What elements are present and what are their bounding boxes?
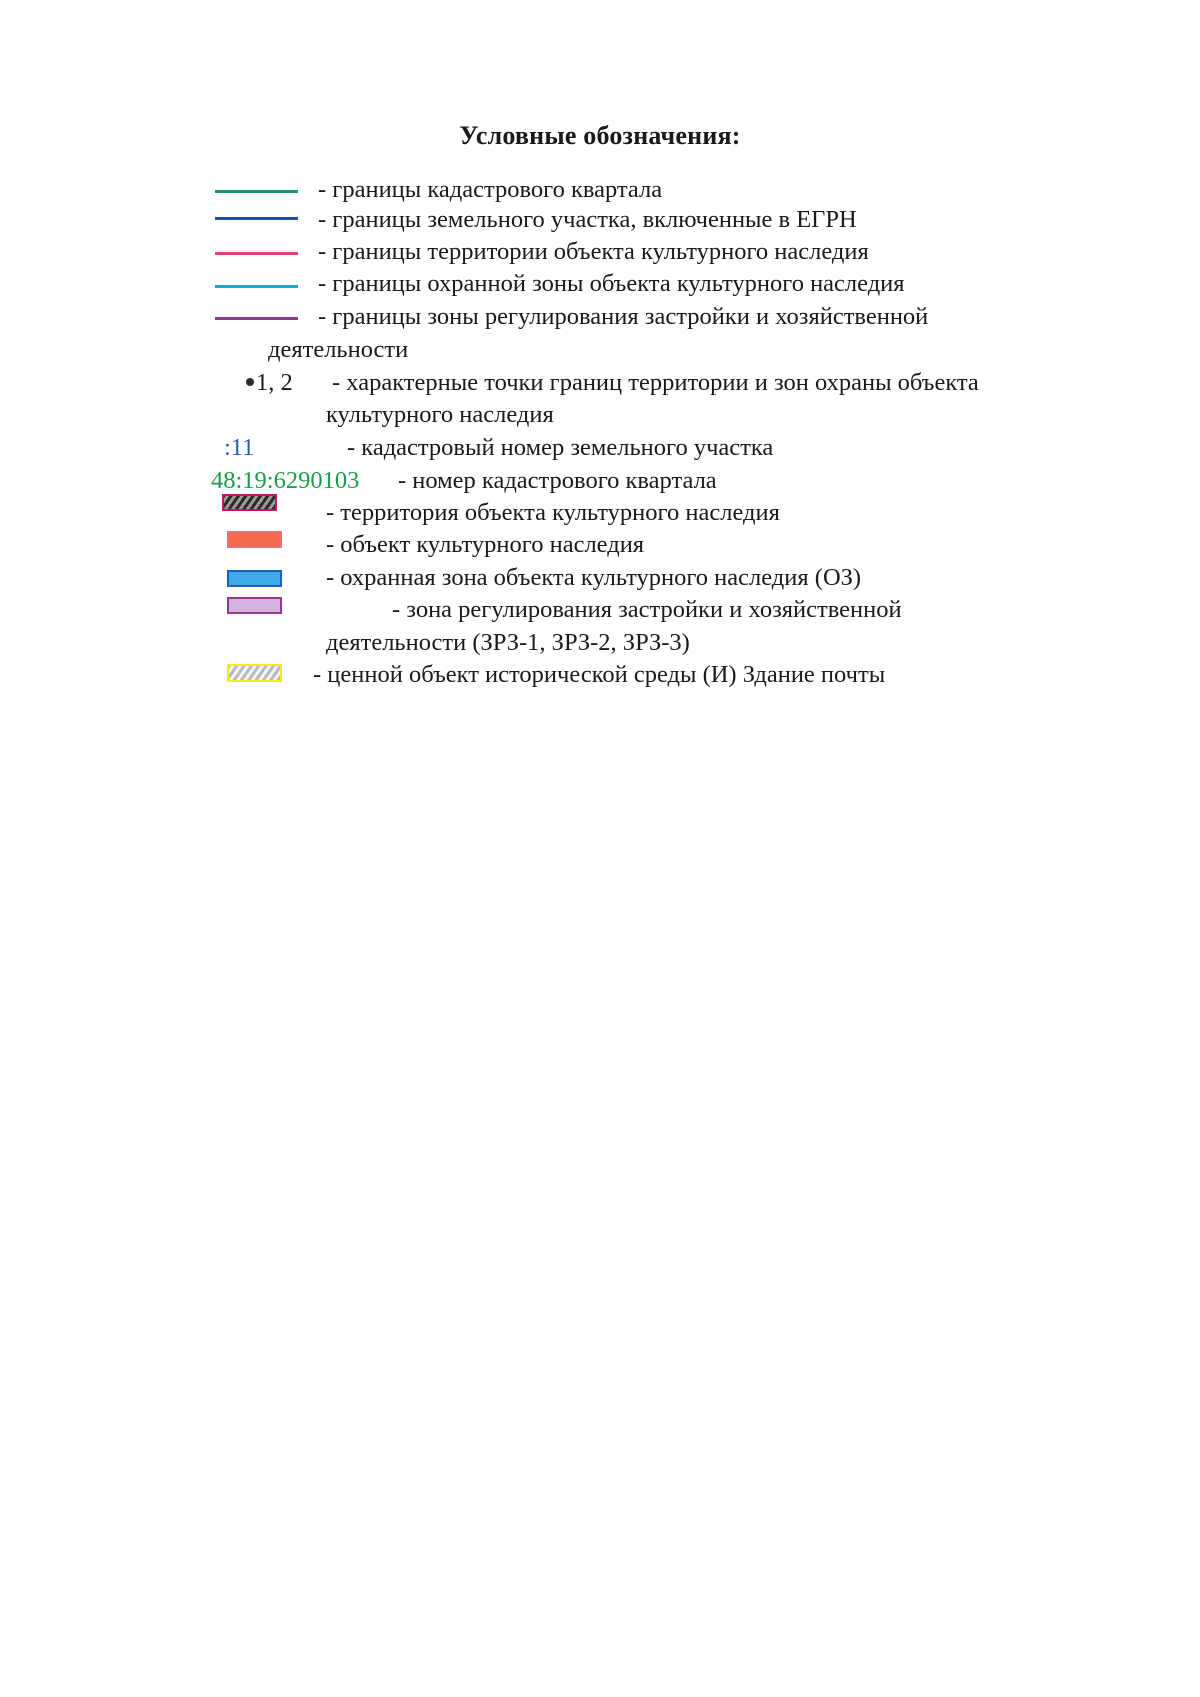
development-zone-label: - зона регулирования застройки и хозяйственной <box>392 596 902 623</box>
heritage-territory-hatch-swatch <box>222 494 277 511</box>
heritage-territory-area-label: - территория объекта культурного наследия <box>326 499 780 526</box>
protection-zone-swatch <box>227 570 282 587</box>
characteristic-points-symbol <box>246 367 293 399</box>
cadastral-quarter-boundary-symbol <box>215 190 298 193</box>
point-dot-icon <box>246 378 254 386</box>
quarter-number-label: - номер кадастрового квартала <box>398 467 717 494</box>
development-zone-swatch <box>227 597 282 614</box>
heritage-object-swatch <box>227 531 282 548</box>
characteristic-points-numbers: 1, 2 <box>256 369 293 396</box>
land-parcel-boundary-symbol <box>215 217 298 220</box>
legend-title: Условные обозначения: <box>459 121 741 150</box>
development-zone-boundary-symbol <box>215 317 298 320</box>
cadastral-quarter-boundary-label: - границы кадастрового квартала <box>318 176 663 203</box>
characteristic-points-label-cont: культурного наследия <box>326 401 554 428</box>
parcel-number-sample: :11 <box>224 434 255 461</box>
protection-zone-label: - охранная зона объекта культурного наследия (ОЗ) <box>326 564 862 591</box>
protection-zone-boundary-symbol <box>215 285 298 288</box>
development-zone-boundary-label-cont: деятельности <box>268 336 409 363</box>
historic-environment-swatch <box>227 664 282 682</box>
quarter-number-sample: 48:19:6290103 <box>211 467 360 494</box>
protection-zone-boundary-label: - границы охранной зоны объекта культурного наследия <box>318 270 905 297</box>
development-zone-label-cont: деятельности (ЗРЗ-1, ЗРЗ-2, ЗРЗ-3) <box>326 629 690 656</box>
heritage-territory-boundary-symbol <box>215 252 298 255</box>
development-zone-boundary-label: - границы зоны регулирования застройки и хозяйственной <box>318 303 929 330</box>
land-parcel-boundary-label: - границы земельного участка, включенные в ЕГРН <box>318 206 857 233</box>
characteristic-points-label: - характерные точки границ территории и зон охраны объекта <box>332 369 979 396</box>
historic-environment-label: - ценной объект исторической среды (И) Здание почты <box>313 661 886 688</box>
parcel-number-label: - кадастровый номер земельного участка <box>347 434 774 461</box>
heritage-object-label: - объект культурного наследия <box>326 531 645 558</box>
heritage-territory-boundary-label: - границы территории объекта культурного наследия <box>318 238 869 265</box>
